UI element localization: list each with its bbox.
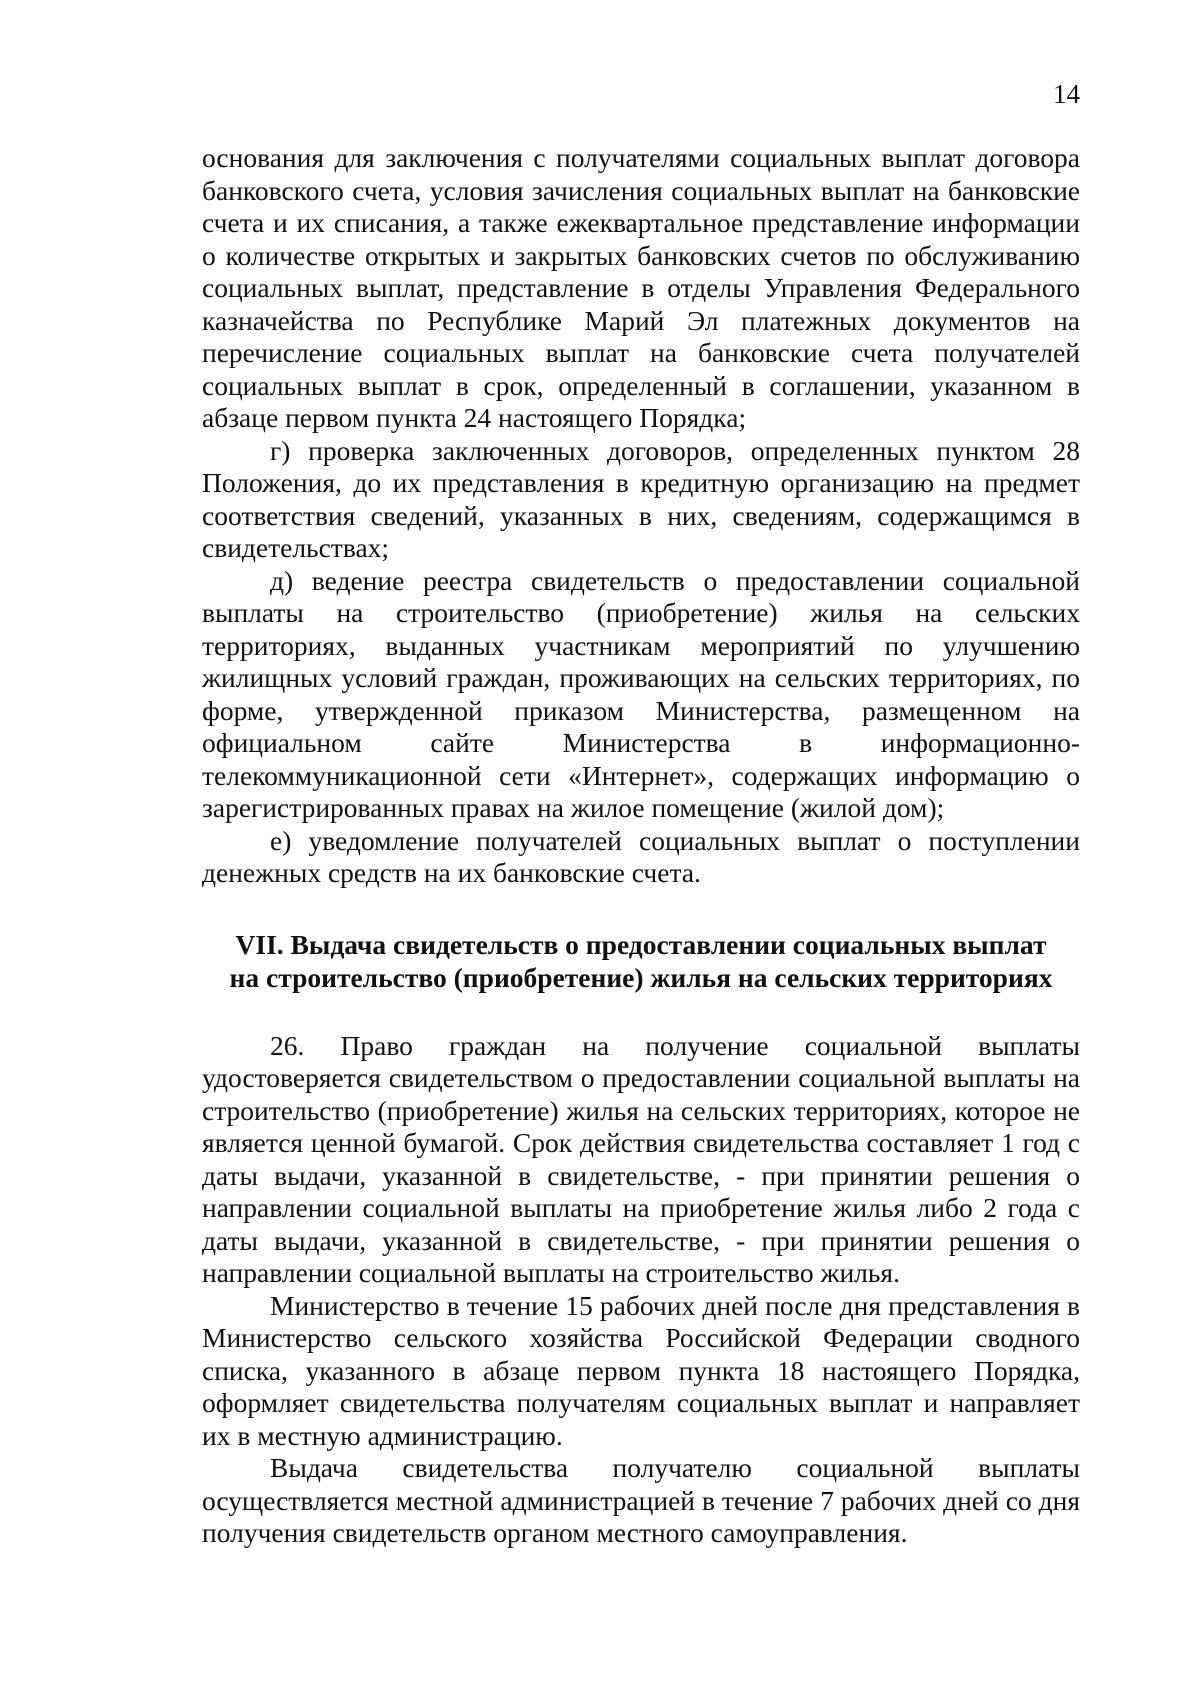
paragraph-item-g: г) проверка заключенных договоров, определенных пунктом 28 Положения, до их представления в кредитную организацию на предмет соответствия сведений, указанных в них, сведениям, содержащимся в свидетельствах; [202,434,1080,563]
section-heading-line-2: на строительство (приобретение) жилья на сельских территориях [229,961,1053,993]
paragraph-clause-26: 26. Право граждан на получение социальной выплаты удостоверяется свидетельством о предоставлении социальной выплаты на строительство (приобретение) жилья на сельских территориях, которое не является ценной бумагой. Срок действия свидетельства составляет 1 год с даты выдачи, указанной в свидетельстве, - при принятии решения о направлении социальной выплаты на приобретение жилья либо 2 года с даты выдачи, указанной в свидетельстве, - при принятии решения о направлении социальной выплаты на строительство жилья. [202,1029,1080,1288]
section-heading [202,928,1080,994]
paragraph-continuation: основания для заключения с получателями социальных выплат договора банковского счета, условия зачисления социальных выплат на банковские счета и их списания, а также ежеквартальное представление информации о количестве открытых и закрытых банковских счетов по обслуживанию социальных выплат, представление в отделы Управления Федерального казначейства по Республике Марий Эл платежных документов на перечисление социальных выплат на банковские счета получателей социальных выплат в срок, определенный в соглашении, указанном в абзаце первом пункта 24 настоящего Порядка; [202,142,1080,433]
page-number: 14 [1053,79,1080,109]
paragraph-item-d: д) ведение реестра свидетельств о предоставлении социальной выплаты на строительство (приобретение) жилья на сельских территориях, выданных участникам мероприятий по улучшению жилищных условий граждан, проживающих на сельских территориях, по форме, утвержденной приказом Министерства, размещенном на официальном сайте Министерства в информационно-телекоммуникационной сети «Интернет», содержащих информацию о зарегистрированных правах на жилое помещение (жилой дом); [202,564,1080,823]
paragraph-ministry-issuance: Министерство в течение 15 рабочих дней после дня представления в Министерство сельского хозяйства Российской Федерации сводного списка, указанного в абзаце первом пункта 18 настоящего Порядка, оформляет свидетельства получателям социальных выплат и направляет их в местную администрацию. [202,1289,1080,1451]
section-heading-line-1: VII. Выдача свидетельств о предоставлении социальных выплат [235,928,1047,960]
document-body [202,142,1080,1550]
paragraph-certificate-delivery: Выдача свидетельства получателю социальной выплаты осуществляется местной администрацией в течение 7 рабочих дней со дня получения свидетельств органом местного самоуправления. [202,1452,1080,1548]
paragraph-item-e: е) уведомление получателей социальных выплат о поступлении денежных средств на их банковские счета. [202,824,1080,888]
